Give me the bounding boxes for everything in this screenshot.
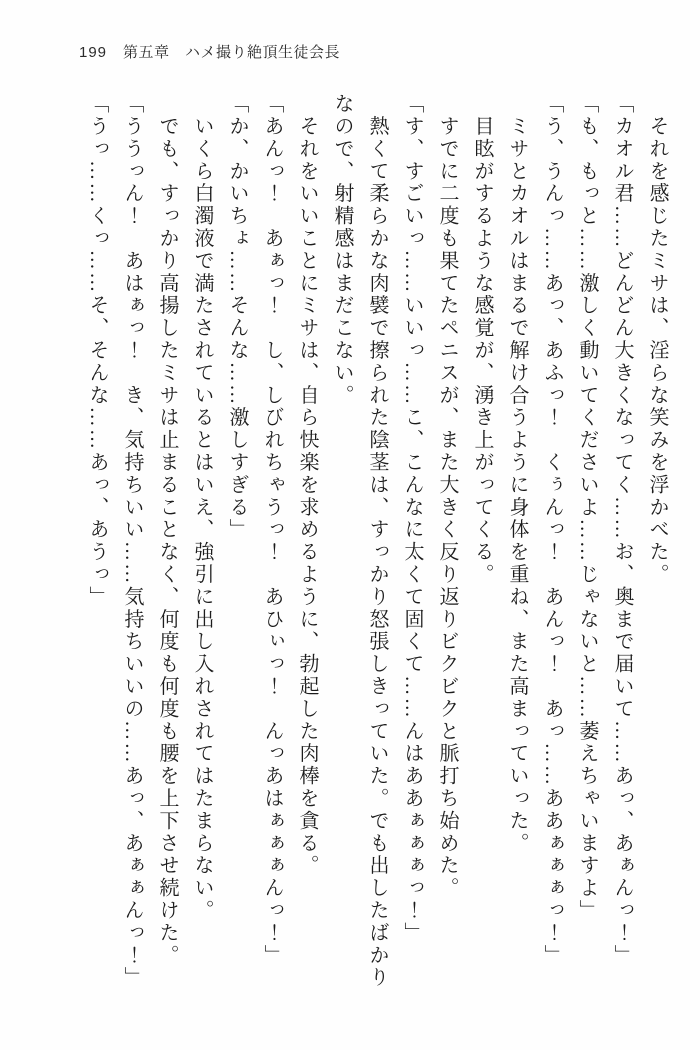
text-column: 「ううっん！ あはぁっ！ き、気持ちいい……気持ちいいの……あっ、あぁぁんっ！」 (121, 93, 143, 989)
text-column: 「カオル君……どんどん大きくなってく……お、奥まで届いて……あっ、あぁんっ！」 (611, 93, 633, 967)
text-column: 目眩がするような感覚が、湧き上がってくる。 (471, 93, 493, 586)
text-column: いくら白濁液で満たされているとはいえ、強引に出し入れされてはたまらない。 (191, 93, 213, 922)
text-column: それを感じたミサは、淫らな笑みを浮かべた。 (646, 93, 668, 586)
text-column: 「あんっ！ あぁっ！ し、しびれちゃうっ！ あひぃっ！ んっあはぁぁぁんっ！」 (261, 93, 283, 967)
text-column: すでに二度も果てたペニスが、また大きく反り返りビクビクと脈打ち始めた。 (436, 93, 458, 900)
text-column: 熱くて柔らかな肉襞で擦られた陰茎は、すっかり怒張しきっていた。でも出したばかり (366, 93, 388, 989)
text-column: 「うっ……くっ……そ、そんな……あっ、あうっ」 (86, 93, 108, 609)
text-column: 「か、かいちょ……そんな……激しすぎる」 (226, 93, 248, 541)
text-column: ミサとカオルはまるで解け合うように身体を重ね、また高まっていった。 (506, 93, 528, 855)
body-text (79, 93, 674, 1001)
text-column: 「う、うんっ……あっ、あふっ！ くぅんっ！ あんっ！ あっ……ああぁぁぁっ！」 (541, 93, 563, 967)
text-column: 「す、すごいっ……いいっ……こ、こんなに太くて固くて……んはああぁぁぁっ！」 (401, 93, 423, 945)
text-column: それをいいことにミサは、自ら快楽を求めるように、勃起した肉棒を貪る。 (296, 93, 318, 877)
chapter-title: 第五章 ハメ撮り絶頂生徒会長 (123, 44, 341, 61)
page-number: 199 (79, 44, 108, 61)
text-column: 「も、もっと……激しく動いてくださいよ……じゃないと……萎えちゃいますよ」 (576, 93, 598, 922)
running-head (79, 41, 340, 62)
text-column: でも、すっかり高揚したミサは止まることなく、何度も何度も腰を上下させ続けた。 (156, 93, 178, 967)
text-column: なので、射精感はまだこない。 (331, 93, 353, 407)
